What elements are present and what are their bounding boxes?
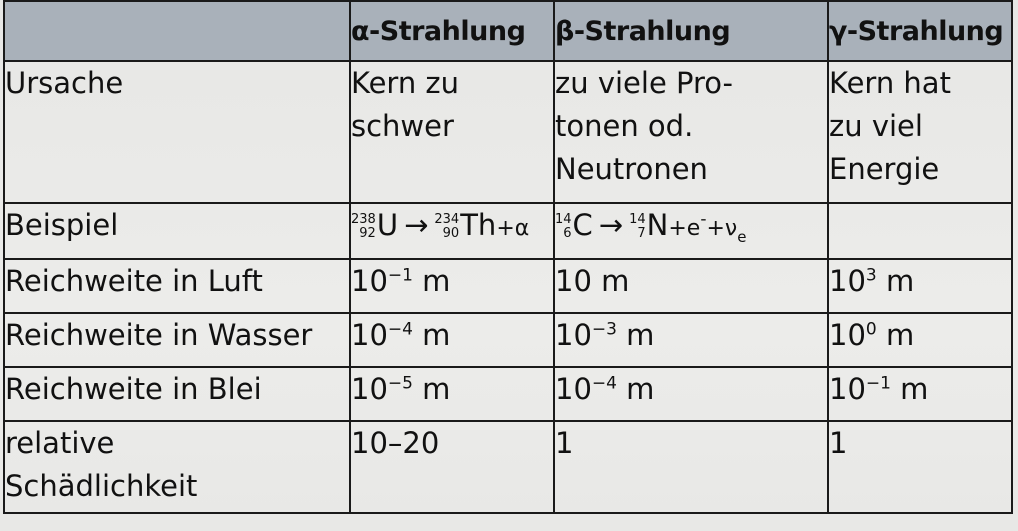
row-label-range-air: Reichweite in Luft — [4, 259, 350, 313]
radiation-comparison-table — [3, 0, 1013, 514]
table-header-row — [4, 1, 1012, 61]
cause-gamma: Kern hat zu viel Energie — [828, 61, 1012, 203]
table-row-example — [4, 203, 1012, 259]
range-air-alpha: $10^{-1}$ m — [350, 259, 554, 313]
table-row-range-water — [4, 313, 1012, 367]
table-row-harm — [4, 421, 1012, 513]
example-alpha-decay: 238 92 U → 234 90 Th+α — [350, 203, 554, 259]
isotope-notation-n: 14 7 — [629, 212, 646, 241]
header-gamma: γ-Strahlung — [828, 1, 1012, 61]
table-row-range-lead — [4, 367, 1012, 421]
example-gamma-empty — [828, 203, 1012, 259]
range-lead-alpha: $10^{-5}$ m — [350, 367, 554, 421]
isotope-notation-th: 234 90 — [434, 212, 460, 241]
range-lead-gamma: $10^{-1}$ m — [828, 367, 1012, 421]
row-label-example: Beispiel — [4, 203, 350, 259]
range-water-gamma: $10^0$ m — [828, 313, 1012, 367]
range-air-gamma: $10^3$ m — [828, 259, 1012, 313]
harm-alpha: 10–20 — [350, 421, 554, 513]
row-label-cause: Ursache — [4, 61, 350, 203]
range-water-alpha: $10^{-4}$ m — [350, 313, 554, 367]
range-water-beta: $10^{-3}$ m — [554, 313, 828, 367]
header-alpha: α-Strahlung — [350, 1, 554, 61]
example-beta-decay: 14 6 C → 14 7 $N+e^-+\nu_e$ — [554, 203, 828, 259]
table-row-range-air — [4, 259, 1012, 313]
cause-beta: zu viele Pro- tonen od. Neutronen — [554, 61, 828, 203]
row-label-harm: relative Schädlichkeit — [4, 421, 350, 513]
table-row-cause — [4, 61, 1012, 203]
row-label-range-water: Reichweite in Wasser — [4, 313, 350, 367]
header-beta: β-Strahlung — [554, 1, 828, 61]
isotope-notation-c: 14 6 — [555, 212, 572, 241]
isotope-notation-u: 238 92 — [351, 212, 376, 241]
row-label-range-lead: Reichweite in Blei — [4, 367, 350, 421]
cause-alpha: Kern zu schwer — [350, 61, 554, 203]
header-empty-cell — [4, 1, 350, 61]
range-lead-beta: $10^{-4}$ m — [554, 367, 828, 421]
harm-beta: 1 — [554, 421, 828, 513]
range-air-beta: 10 m — [554, 259, 828, 313]
harm-gamma: 1 — [828, 421, 1012, 513]
